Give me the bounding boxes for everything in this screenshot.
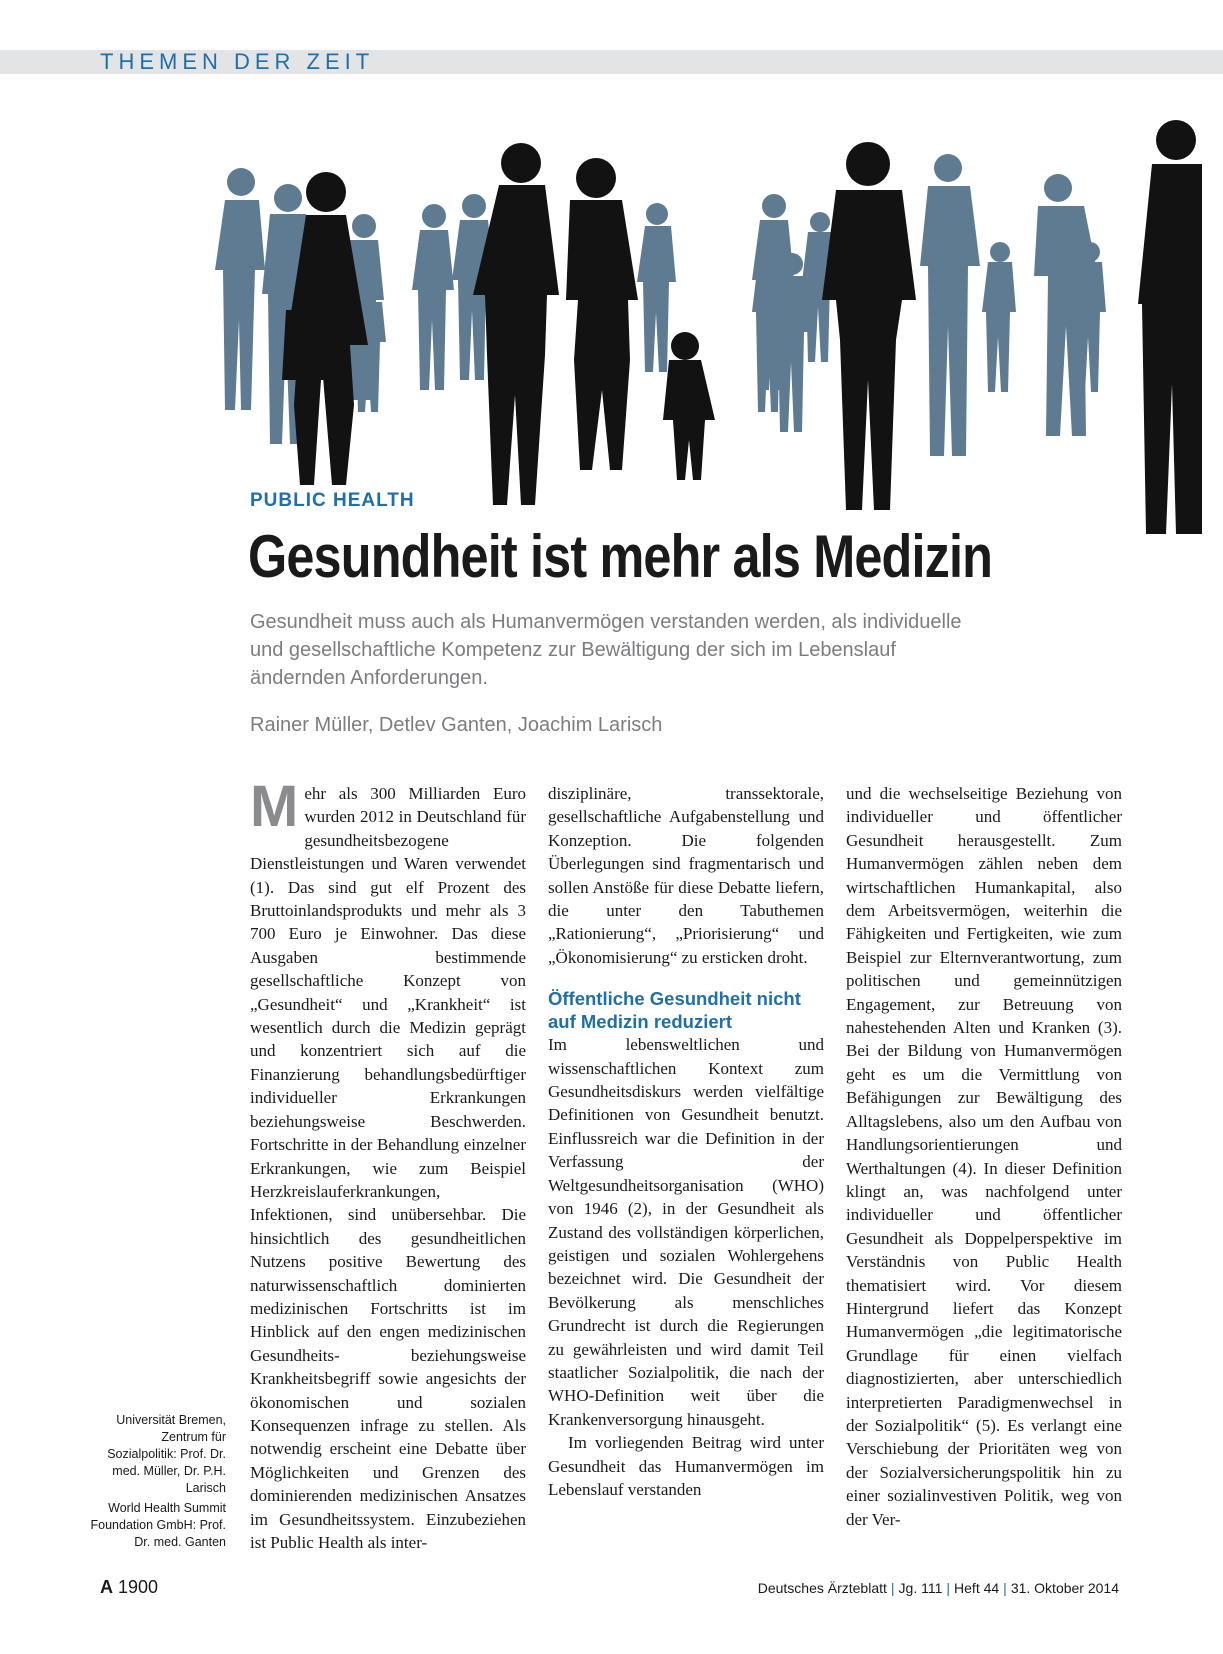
- page-number: [100, 1577, 158, 1598]
- article-kicker: PUBLIC HEALTH: [250, 490, 415, 511]
- body-column-3: [846, 782, 1122, 1531]
- footer-separator: |: [890, 1580, 895, 1596]
- article-authors: Rainer Müller, Detlev Ganten, Joachim Larisch: [250, 714, 663, 736]
- body-paragraph: Im vorliegenden Beitrag wird unter Gesundheit das Humanvermögen im Lebenslauf verstanden: [548, 1433, 824, 1499]
- journal-volume: Jg. 111: [898, 1580, 943, 1596]
- body-paragraph: ehr als 300 Milliarden Euro wurden 2012 in Deutschland für gesundheitsbezogene Dienstleistungen und Waren verwendet (1). Das sind gut elf Prozent des Bruttoinlandsprodukts und mehr als 3 700 Euro je Einwohner. Das diese Ausgaben bestimmende gesellschaftliche Konzept von „Gesundheit“ und „Krankheit“ ist wesentlich durch die Medizin geprägt und konzentriert sich auf die Finanzierung behandlungsbedürftiger individueller Erkrankungen beziehungsweise Beschwerden. Fortschritte in der Behandlung einzelner Erkrankungen, wie zum Beispiel Herzkreislauferkrankungen, Infektionen, sind unübersehbar. Die hinsichtlich des gesundheitlichen Nutzens positive Bewertung des naturwissenschaftlich dominierten medizinischen Fortschritts ist im Hinblick auf den engen medizinischen Gesundheits- beziehungsweise Krankheitsbegriff sowie angesichts der ökonomischen und sozialen Konsequenzen infrage zu stellen. Als notwendig erscheint eine Debatte über Möglichkeiten und Grenzen des dominierenden medizinischen Ansatzes im Gesundheitssystem. Einzubeziehen ist Public Health als inter-: [250, 784, 526, 1552]
- page-prefix: A: [100, 1577, 113, 1597]
- affiliation-whs: World Health Summit Foundation GmbH: Prof. Dr. med. Ganten: [90, 1501, 226, 1549]
- drop-cap: M: [250, 774, 299, 839]
- affiliation-bremen: Universität Bremen, Zentrum für Sozialpolitik: Prof. Dr. med. Müller, Dr. P.H. Larisch: [107, 1413, 226, 1495]
- section-label: THEMEN DER ZEIT: [100, 49, 375, 74]
- body-column-1: [250, 774, 526, 1554]
- article-title: Gesundheit ist mehr als Medizin: [248, 523, 993, 590]
- journal-name: Deutsches Ärzteblatt: [757, 1580, 887, 1596]
- journal-issue: Heft 44: [954, 1580, 1000, 1596]
- body-paragraph: und die wechselseitige Beziehung von individueller und öffentlicher Gesundheit herausgestellt. Zum Humanvermögen zählen neben dem wirtschaftlichen Humankapital, also dem Arbeitsvermögen, weiterhin die Fähigkeiten und Fertigkeiten, wie zum Beispiel zur Elternverantwortung, zum politischen und gemeinnützigen Engagement, zur Betreuung von nahestehenden Alten und Kranken (3). Bei der Bildung von Humanvermögen geht es um die Vermittlung von Befähigungen zur Bewältigung des Alltagslebens, also um den Aufbau von Handlungsorientierungen und Werthaltungen (4). In dieser Definition klingt an, was nachfolgend unter individueller und öffentlicher Gesundheit als Doppelperspektive im Verständnis von Public Health thematisiert wird. Vor diesem Hintergrund liefert das Konzept Humanvermögen „die legitimatorische Grundlage für einen vielfach diagnostizierten, aber unterschiedlich interpretierten Paradigmenwechsel in der Sozialpolitik“ (5). Es verlangt eine Verschiebung der Prioritäten weg von der Sozialversicherungspolitik hin zu einer sozialinvestiven Politik, weg von der Ver-: [846, 784, 1122, 1529]
- footer-separator: |: [946, 1580, 951, 1596]
- journal-date: 31. Oktober 2014: [1010, 1580, 1119, 1596]
- journal-footer: [758, 1580, 1119, 1596]
- section-subheading: Öffentliche Gesundheit nicht auf Medizin reduziert: [548, 988, 801, 1033]
- footer-separator: |: [1003, 1580, 1007, 1596]
- article-subtitle: Gesundheit muss auch als Humanvermögen verstanden werden, als individuelle und gesellschaftliche Kompetenz zur Bewältigung der sich im Lebenslauf ändernden Anforderungen.: [250, 611, 962, 689]
- body-paragraph: Im lebensweltlichen und wissenschaftlichen Kontext zum Gesundheitsdiskurs werden vielfältige Definitionen von Gesundheit benutzt. Einflussreich war die Definition in der Verfassung der Weltgesundheitsorganisation (WHO) von 1946 (2), in der Gesundheit als Zustand des vollständigen körperlichen, geistigen und sozialen Wohlergehens bezeichnet wird. Die Gesundheit der Bevölkerung als menschliches Grundrecht ist durch die Regierungen zu gewährleisten und wird damit Teil staatlicher Sozialpolitik, die nach der WHO-Definition weit über die Krankenversorgung hinausgeht.: [548, 1035, 824, 1429]
- page-number-value: 1900: [118, 1577, 159, 1597]
- body-column-2: [548, 782, 824, 1501]
- body-paragraph: disziplinäre, transsektorale, gesellschaftliche Aufgabenstellung und Konzeption. Die folgenden Überlegungen sind fragmentarisch und sollen Anstöße für diese Debatte liefern, die unter den Tabuthemen „Rationierung“, „Priorisierung“ und „Ökonomisierung“ zu ersticken droht.: [548, 784, 824, 967]
